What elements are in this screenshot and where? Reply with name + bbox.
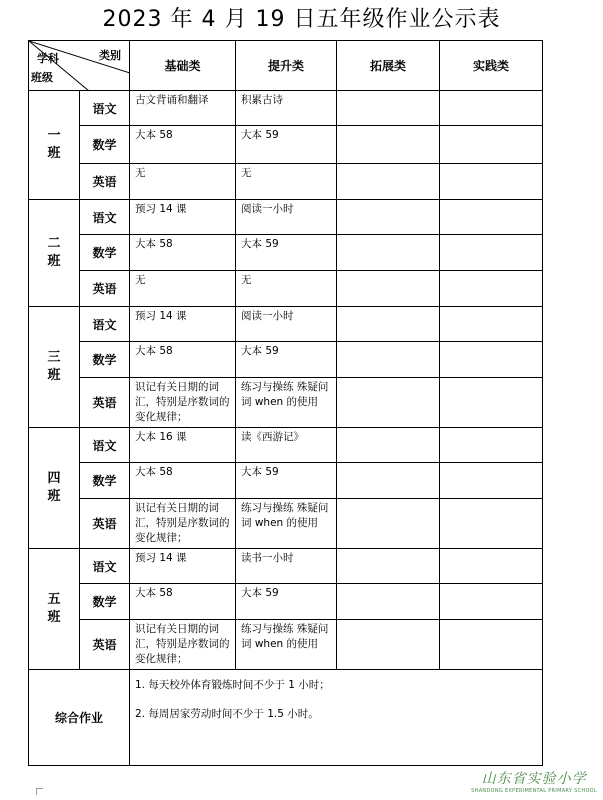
homework-expand-cell bbox=[337, 549, 440, 584]
class-name-cell: 五 班 bbox=[29, 549, 80, 670]
homework-improve-cell: 练习与操练 殊疑问词 when 的使用 bbox=[236, 620, 337, 670]
homework-expand-cell bbox=[337, 342, 440, 378]
comprehensive-item: 1. 每天校外体育锻炼时间不少于 1 小时； bbox=[135, 679, 330, 691]
homework-improve-cell: 无 bbox=[236, 271, 337, 307]
homework-improve-cell: 阅读一小时 bbox=[236, 307, 337, 342]
category-header-expand: 拓展类 bbox=[337, 41, 440, 91]
homework-practice-cell bbox=[440, 428, 543, 463]
homework-expand-cell bbox=[337, 378, 440, 428]
homework-expand-cell bbox=[337, 499, 440, 549]
subject-cell: 数学 bbox=[80, 463, 130, 499]
table-row bbox=[29, 235, 543, 271]
table-row bbox=[29, 342, 543, 378]
homework-practice-cell bbox=[440, 307, 543, 342]
homework-improve-cell: 无 bbox=[236, 164, 337, 200]
comprehensive-item: 2. 每周居家劳动时间不少于 1.5 小时。 bbox=[135, 708, 319, 720]
subject-cell: 英语 bbox=[80, 620, 130, 670]
header-row bbox=[29, 41, 543, 91]
homework-basic-cell: 大本 58 bbox=[130, 463, 236, 499]
homework-basic-cell: 大本 16 课 bbox=[130, 428, 236, 463]
table-row bbox=[29, 126, 543, 164]
table-row bbox=[29, 584, 543, 620]
homework-practice-cell bbox=[440, 378, 543, 428]
comprehensive-notes bbox=[130, 670, 543, 766]
homework-expand-cell bbox=[337, 164, 440, 200]
homework-basic-cell: 预习 14 课 bbox=[130, 307, 236, 342]
homework-practice-cell bbox=[440, 271, 543, 307]
homework-improve-cell: 练习与操练 殊疑问词 when 的使用 bbox=[236, 499, 337, 549]
corner-subject-label: 学科 bbox=[37, 52, 59, 65]
table-row bbox=[29, 271, 543, 307]
subject-cell: 数学 bbox=[80, 126, 130, 164]
table-row bbox=[29, 378, 543, 428]
homework-expand-cell bbox=[337, 584, 440, 620]
logo-chinese-name: 山东省实验小学 bbox=[481, 771, 587, 787]
table-row bbox=[29, 307, 543, 342]
class-name-cell: 二 班 bbox=[29, 200, 80, 307]
table-row bbox=[29, 499, 543, 549]
homework-improve-cell: 大本 59 bbox=[236, 342, 337, 378]
subject-cell: 英语 bbox=[80, 164, 130, 200]
corner-class-label: 班级 bbox=[31, 71, 53, 84]
homework-expand-cell bbox=[337, 200, 440, 235]
corner-cell bbox=[29, 41, 130, 91]
subject-cell: 语文 bbox=[80, 91, 130, 126]
homework-expand-cell bbox=[337, 307, 440, 342]
homework-practice-cell bbox=[440, 164, 543, 200]
homework-improve-cell: 大本 59 bbox=[236, 584, 337, 620]
homework-basic-cell: 无 bbox=[130, 271, 236, 307]
subject-cell: 数学 bbox=[80, 584, 130, 620]
homework-basic-cell: 无 bbox=[130, 164, 236, 200]
homework-improve-cell: 大本 59 bbox=[236, 235, 337, 271]
homework-basic-cell: 识记有关日期的词汇，特别是序数词的变化规律； bbox=[130, 620, 236, 670]
homework-practice-cell bbox=[440, 620, 543, 670]
class-name-cell: 一 班 bbox=[29, 91, 80, 200]
homework-improve-cell: 积累古诗 bbox=[236, 91, 337, 126]
homework-practice-cell bbox=[440, 91, 543, 126]
subject-cell: 数学 bbox=[80, 342, 130, 378]
homework-improve-cell: 练习与操练 殊疑问词 when 的使用 bbox=[236, 378, 337, 428]
homework-expand-cell bbox=[337, 235, 440, 271]
category-header-practice: 实践类 bbox=[440, 41, 543, 91]
table-row bbox=[29, 200, 543, 235]
subject-cell: 英语 bbox=[80, 378, 130, 428]
homework-improve-cell: 读书一小时 bbox=[236, 549, 337, 584]
school-logo bbox=[471, 768, 597, 794]
homework-basic-cell: 大本 58 bbox=[130, 584, 236, 620]
homework-basic-cell: 大本 58 bbox=[130, 126, 236, 164]
homework-practice-cell bbox=[440, 463, 543, 499]
homework-expand-cell bbox=[337, 126, 440, 164]
homework-practice-cell bbox=[440, 342, 543, 378]
subject-cell: 英语 bbox=[80, 499, 130, 549]
homework-basic-cell: 大本 58 bbox=[130, 342, 236, 378]
table-row bbox=[29, 91, 543, 126]
subject-cell: 英语 bbox=[80, 271, 130, 307]
homework-improve-cell: 大本 59 bbox=[236, 126, 337, 164]
homework-basic-cell: 预习 14 课 bbox=[130, 200, 236, 235]
page-corner-mark bbox=[36, 788, 43, 795]
comprehensive-row bbox=[29, 670, 543, 766]
homework-basic-cell: 预习 14 课 bbox=[130, 549, 236, 584]
class-name-cell: 四 班 bbox=[29, 428, 80, 549]
homework-practice-cell bbox=[440, 584, 543, 620]
homework-improve-cell: 大本 59 bbox=[236, 463, 337, 499]
subject-cell: 语文 bbox=[80, 200, 130, 235]
table-row bbox=[29, 620, 543, 670]
table-row bbox=[29, 549, 543, 584]
homework-practice-cell bbox=[440, 126, 543, 164]
homework-practice-cell bbox=[440, 549, 543, 584]
corner-category-label: 类别 bbox=[99, 49, 121, 62]
homework-improve-cell: 读《西游记》 bbox=[236, 428, 337, 463]
subject-cell: 语文 bbox=[80, 307, 130, 342]
category-header-improve: 提升类 bbox=[236, 41, 337, 91]
homework-table bbox=[28, 40, 543, 766]
homework-expand-cell bbox=[337, 271, 440, 307]
comprehensive-label: 综合作业 bbox=[29, 670, 130, 766]
homework-expand-cell bbox=[337, 463, 440, 499]
homework-basic-cell: 识记有关日期的词汇，特别是序数词的变化规律； bbox=[130, 378, 236, 428]
table-row bbox=[29, 164, 543, 200]
homework-basic-cell: 识记有关日期的词汇，特别是序数词的变化规律； bbox=[130, 499, 236, 549]
table-row bbox=[29, 428, 543, 463]
subject-cell: 数学 bbox=[80, 235, 130, 271]
class-name-cell: 三 班 bbox=[29, 307, 80, 428]
table-row bbox=[29, 463, 543, 499]
subject-cell: 语文 bbox=[80, 549, 130, 584]
homework-expand-cell bbox=[337, 428, 440, 463]
homework-basic-cell: 大本 58 bbox=[130, 235, 236, 271]
subject-cell: 语文 bbox=[80, 428, 130, 463]
page-title: 2023 年 4 月 19 日五年级作业公示表 bbox=[102, 7, 501, 32]
homework-expand-cell bbox=[337, 91, 440, 126]
homework-practice-cell bbox=[440, 235, 543, 271]
homework-expand-cell bbox=[337, 620, 440, 670]
homework-practice-cell bbox=[440, 499, 543, 549]
homework-basic-cell: 古文背诵和翻译 bbox=[130, 91, 236, 126]
homework-practice-cell bbox=[440, 200, 543, 235]
homework-improve-cell: 阅读一小时 bbox=[236, 200, 337, 235]
category-header-basic: 基础类 bbox=[130, 41, 236, 91]
logo-english-name: SHANDONG EXPERIMENTAL PRIMARY SCHOOL bbox=[471, 788, 597, 794]
